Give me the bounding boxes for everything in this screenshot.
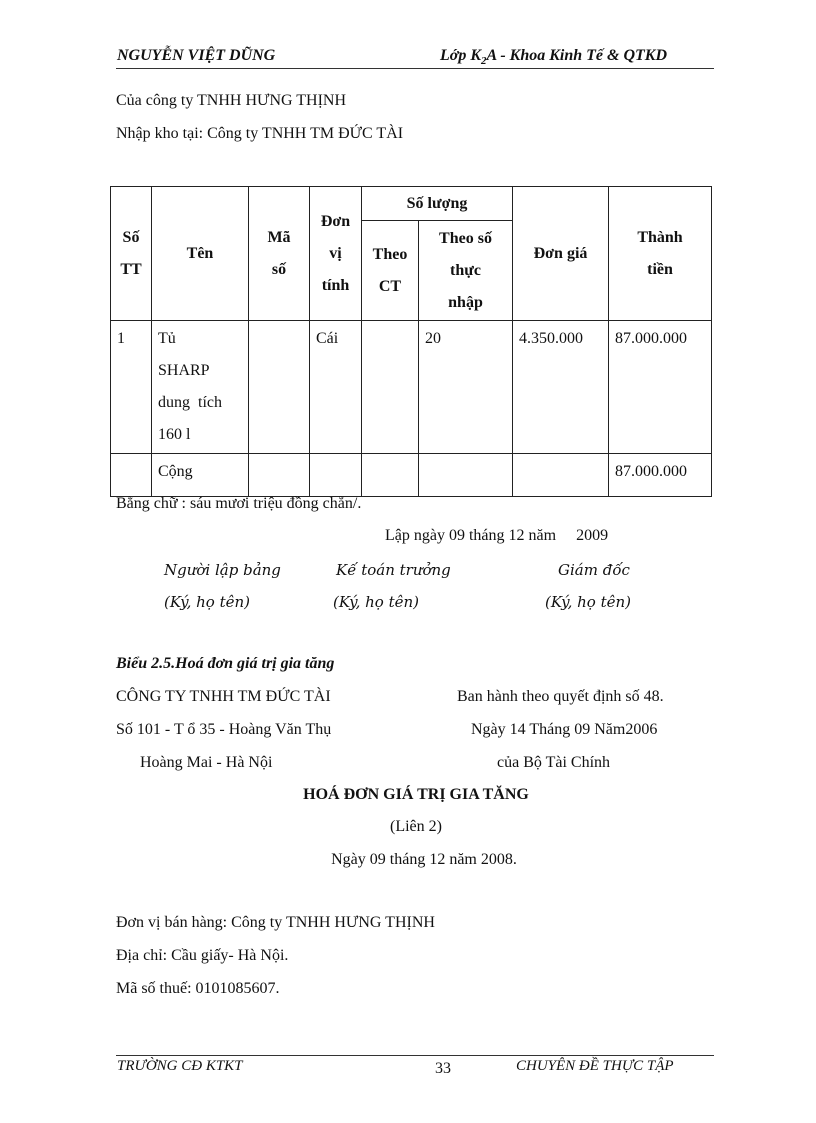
cell-name: Tủ SHARP dung tích 160 l bbox=[152, 321, 249, 454]
invoice-address: Địa chỉ: Cầu giấy- Hà Nội. bbox=[116, 947, 289, 964]
header-class-suffix: A - Khoa Kinh Tế & QTKD bbox=[486, 47, 668, 64]
receipt-from-line: Của công ty TNHH HƯNG THỊNH bbox=[116, 92, 347, 109]
invoice-address-1: Số 101 - T ổ 35 - Hoàng Văn Thụ bbox=[116, 721, 332, 738]
invoice-issued-date: Ngày 14 Tháng 09 Năm2006 bbox=[471, 721, 658, 738]
table-row bbox=[111, 321, 712, 454]
cell-stt: 1 bbox=[111, 321, 152, 454]
footer-rule bbox=[116, 1055, 714, 1056]
header-cell-per-doc: Theo CT bbox=[362, 221, 419, 321]
signature-note-director: (Ký, họ tên) bbox=[545, 593, 631, 611]
footer-page-number: 33 bbox=[435, 1060, 451, 1077]
invoice-address-2: Hoàng Mai - Hà Nội bbox=[140, 754, 273, 771]
cell-unit: Cái bbox=[310, 321, 362, 454]
invoice-company: CÔNG TY TNHH TM ĐỨC TÀI bbox=[116, 688, 331, 705]
table-total-row bbox=[111, 454, 712, 497]
header-cell-name: Tên bbox=[152, 187, 249, 321]
total-label: Cộng bbox=[152, 454, 249, 497]
signature-title-preparer: Người lập bảng bbox=[164, 561, 281, 579]
cell-price: 4.350.000 bbox=[513, 321, 609, 454]
invoice-seller: Đơn vị bán hàng: Công ty TNHH HƯNG THỊNH bbox=[116, 914, 435, 931]
signature-title-director: Giám đốc bbox=[558, 561, 630, 579]
signature-title-chief-accountant: Kế toán trưởng bbox=[336, 561, 451, 579]
invoice-issued-by: Ban hành theo quyết định số 48. bbox=[457, 688, 664, 705]
receipt-table bbox=[110, 186, 712, 497]
signature-note-chief-accountant: (Ký, họ tên) bbox=[333, 593, 419, 611]
invoice-ministry: của Bộ Tài Chính bbox=[497, 754, 611, 771]
signature-note-preparer: (Ký, họ tên) bbox=[164, 593, 250, 611]
invoice-tax-code: Mã số thuế: 0101085607. bbox=[116, 980, 280, 997]
total-amount: 87.000.000 bbox=[609, 454, 712, 497]
header-cell-code: Mã số bbox=[249, 187, 310, 321]
receipt-warehouse-line: Nhập kho tại: Công ty TNHH TM ĐỨC TÀI bbox=[116, 125, 404, 142]
receipt-date: Lập ngày 09 tháng 12 năm 2009 bbox=[385, 527, 609, 544]
header-cell-price: Đơn giá bbox=[513, 187, 609, 321]
invoice-caption: Biểu 2.5.Hoá đơn giá trị gia tăng bbox=[116, 655, 335, 672]
footer-school: TRƯỜNG CĐ KTKT bbox=[117, 1058, 243, 1074]
header-class-sub: 2 bbox=[481, 55, 487, 67]
cell-per-doc bbox=[362, 321, 419, 454]
header-author: NGUYỄN VIỆT DŨNG bbox=[117, 47, 276, 64]
cell-code bbox=[249, 321, 310, 454]
header-cell-actual: Theo số thực nhập bbox=[419, 221, 513, 321]
invoice-date: Ngày 09 tháng 12 năm 2008. bbox=[331, 851, 517, 868]
footer-topic: CHUYÊN ĐỀ THỰC TẬP bbox=[516, 1058, 674, 1074]
cell-actual-qty: 20 bbox=[419, 321, 513, 454]
invoice-title: HOÁ ĐƠN GIÁ TRỊ GIA TĂNG bbox=[303, 786, 529, 803]
header-class bbox=[440, 47, 667, 65]
header-cell-stt: Số TT bbox=[111, 187, 152, 321]
header-cell-amount: Thành tiền bbox=[609, 187, 712, 321]
header-cell-quantity: Số lượng bbox=[362, 187, 513, 221]
invoice-copy: (Liên 2) bbox=[390, 818, 442, 835]
header-class-prefix: Lớp K bbox=[440, 47, 482, 64]
cell-amount: 87.000.000 bbox=[609, 321, 712, 454]
header-rule bbox=[116, 68, 714, 69]
header-cell-unit: Đơn vị tính bbox=[310, 187, 362, 321]
amount-in-words: Bằng chữ : sáu mươi triệu đồng chẵn/. bbox=[116, 495, 362, 512]
